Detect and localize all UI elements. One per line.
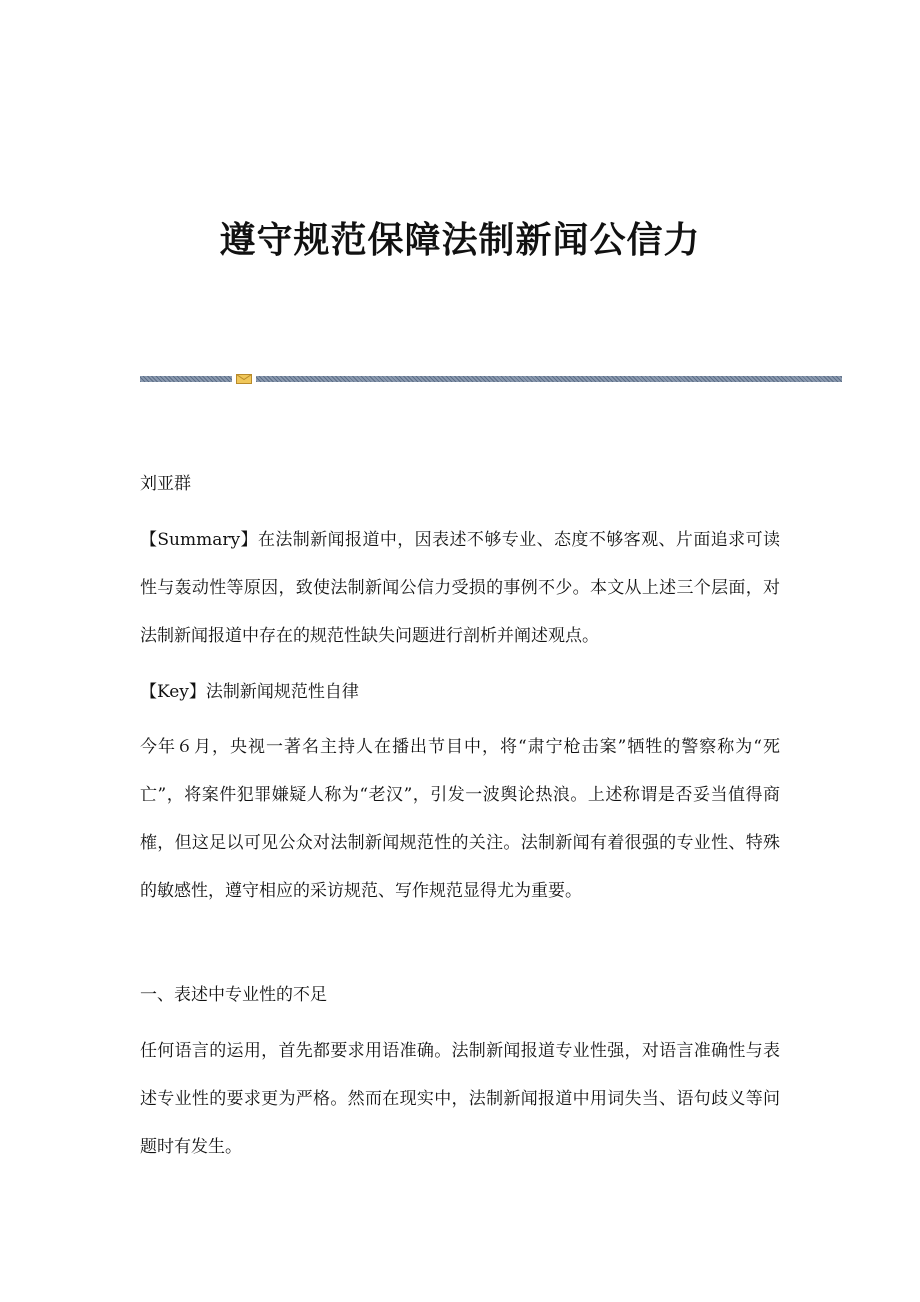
envelope-icon [236,374,252,384]
body-paragraph: 任何语言的运用，首先都要求用语准确。法制新闻报道专业性强，对语言准确性与表述专业性的要求更为严格。然而在现实中，法制新闻报道中用词失当、语句歧义等问题时有发生。 [140,1041,780,1157]
document-title: 遵守规范保障法制新闻公信力 [219,219,701,261]
title-divider [140,374,842,384]
body-paragraph: 今年６月，央视一著名主持人在播出节目中，将“肃宁枪击案”牺牲的警察称为“死亡”，将案件犯罪嫌疑人称为“老汉”，引发一波舆论热浪。上述称谓是否妥当值得商榷，但这足以可见公众对法制新闻规范性的关注。法制新闻有着很强的专业性、特殊的敏感性，遵守相应的采访规范、写作规范显得尤为重要。 [140,737,780,901]
divider-bar-right [256,376,842,382]
section-heading: 一、表述中专业性的不足 [140,985,327,1005]
keywords-line: 【Key】法制新闻规范性自律 [140,682,359,702]
divider-bar-left [140,376,232,382]
summary-paragraph: 【Summary】在法制新闻报道中，因表述不够专业、态度不够客观、片面追求可读性与轰动性等原因，致使法制新闻公信力受损的事例不少。本文从上述三个层面，对法制新闻报道中存在的规范性缺失问题进行剖析并阐述观点。 [140,530,780,646]
author-name: 刘亚群 [140,474,191,494]
